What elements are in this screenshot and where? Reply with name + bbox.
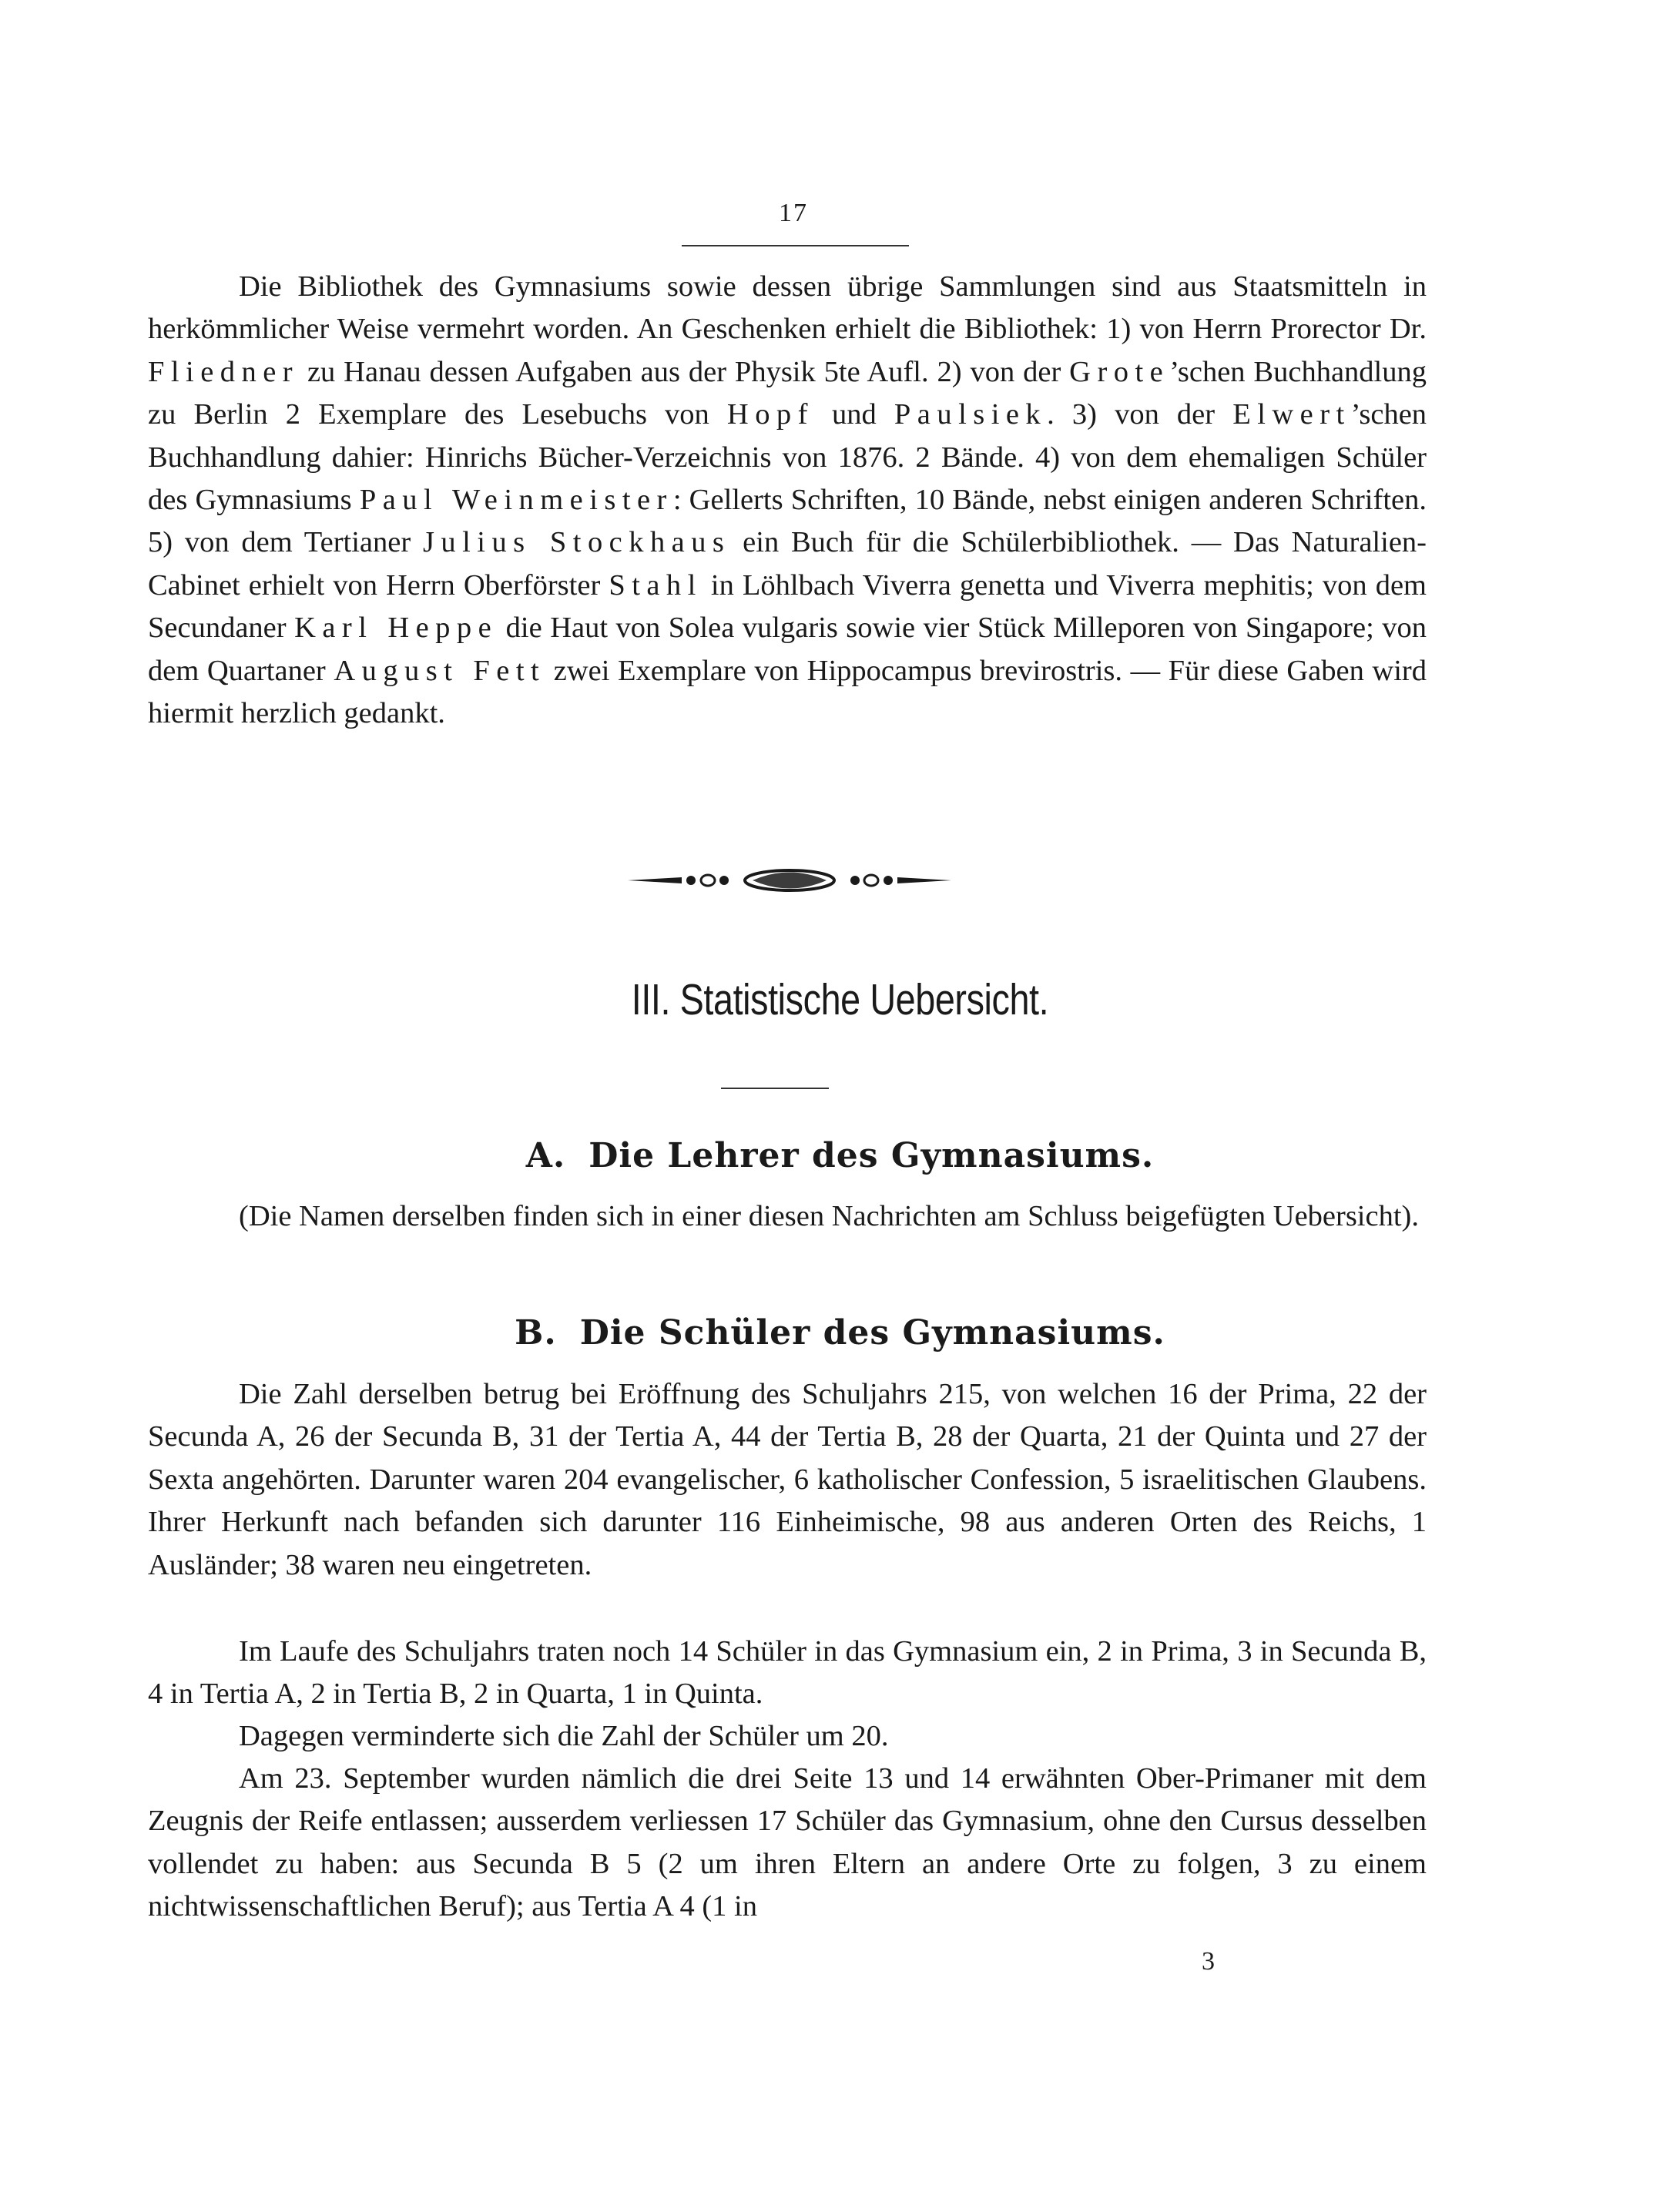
donor-stahl: Stahl bbox=[609, 568, 703, 602]
donor-weinmeister: Paul Weinmeister bbox=[359, 484, 673, 517]
author-hopf: Hopf bbox=[726, 398, 814, 431]
heading-rule bbox=[721, 1088, 829, 1089]
author-paulsiek: Paulsiek bbox=[894, 398, 1048, 431]
library-text-1: Die Bibliothek des Gymnasiums sowie dessen übrige Sammlungen sind aus Staatsmitteln in herkömmlicher Weise vermehrt worden. An Geschenken erhielt die Bibliothek: 1) von Herrn Prorector Dr. bbox=[148, 270, 1427, 346]
ornament-divider-icon bbox=[628, 861, 951, 900]
library-text-11: zwei Exemplare von Hippocampus brevirostris. — Für diese Gaben wird hiermit herzlich gedankt. bbox=[148, 654, 1427, 730]
donor-elwert: Elwert bbox=[1232, 398, 1351, 431]
library-text-2: zu Hanau dessen Aufgaben aus der Physik 5te Aufl. 2) von der bbox=[299, 355, 1070, 388]
page-number-rule bbox=[682, 245, 909, 246]
teachers-paragraph: (Die Namen derselben finden sich in einer diesen Nachrichten am Schluss beigefügten Uebersicht). bbox=[239, 1200, 1419, 1232]
donor-heppe: Karl Heppe bbox=[294, 612, 498, 645]
library-text-9: in Löhlbach Viverra genetta und Viverra mephitis; von dem Secundaner bbox=[148, 568, 1427, 645]
students-letter: B. bbox=[515, 1313, 557, 1353]
library-text-6: ’schen Buchhandlung dahier: Hinrichs Bücher-Verzeichnis von 1876. 2 Bände. 4) von dem ehemaligen Schüler des Gymnasiums bbox=[148, 398, 1427, 517]
library-paragraph bbox=[148, 266, 1427, 735]
donor-grote: Grote bbox=[1069, 355, 1170, 388]
students-paragraph-2: Im Laufe des Schuljahrs traten noch 14 Schüler in das Gymnasium ein, 2 in Prima, 3 in Secunda B, 4 in Tertia A, 2 in Tertia B, 2 in Quarta, 1 in Quinta. bbox=[148, 1635, 1427, 1711]
library-text-10: die Haut von Solea vulgaris sowie vier Stück Milleporen von Singapore; von dem Quartaner bbox=[148, 612, 1427, 687]
section-heading: III. Statistische Uebersicht. bbox=[631, 975, 1049, 1024]
library-text-4: und bbox=[813, 398, 894, 431]
students-title: Die Schüler des Gymnasiums. bbox=[579, 1313, 1165, 1353]
students-paragraph-1: Die Zahl derselben betrug bei Eröffnung des Schuljahrs 215, von welchen 16 der Prima, 22 der Secunda A, 26 der Secunda B, 31 der Tertia A, 44 der Tertia B, 28 der Quarta, 21 der Quinta und 27 der Sexta angehörten. Darunter waren 204 evangelischer, 6 katholischer Confession, 5 israelitischen Glaubens. Ihrer Herkunft nach befanden sich darunter 116 Einheimische, 98 aus anderen Orten des Reichs, 1 Ausländer; 38 waren neu eingetreten. bbox=[148, 1378, 1427, 1581]
page-number: 17 bbox=[779, 199, 808, 227]
library-text-7: : Gellerts Schriften, 10 Bände, nebst einigen anderen Schriften. 5) von dem Tertianer bbox=[148, 484, 1427, 559]
students-paragraph-4: Am 23. September wurden nämlich die drei Seite 13 und 14 erwähnten Ober-Primaner mit dem Zeugnis der Reife entlassen; ausserdem verliessen 17 Schüler das Gymnasium, ohne den Cursus desselben vollendet zu haben: aus Secunda B 5 (2 um ihren Eltern an andere Orte zu folgen, 3 zu einem nichtwissenschaftlichen Beruf); aus Tertia A 4 (1 in bbox=[148, 1762, 1427, 1923]
teachers-letter: A. bbox=[525, 1136, 566, 1175]
library-text-3: ’schen Buchhandlung zu Berlin 2 Exemplare des Lesebuchs von bbox=[148, 355, 1427, 431]
donor-stockhaus: Julius Stockhaus bbox=[422, 526, 731, 559]
students-paragraph-3: Dagegen verminderte sich die Zahl der Schüler um 20. bbox=[239, 1720, 889, 1752]
donor-fett: August Fett bbox=[334, 654, 546, 687]
signature-mark: 3 bbox=[1202, 1947, 1215, 1976]
library-text-5: . 3) von der bbox=[1047, 398, 1233, 431]
donor-fliedner: Fliedner bbox=[148, 355, 300, 388]
students-heading bbox=[0, 1313, 1680, 1353]
teachers-title: Die Lehrer des Gymnasiums. bbox=[589, 1136, 1155, 1175]
library-text-8: ein Buch für die Schülerbibliothek. — Das Naturalien-Cabinet erhielt von Herrn Oberförster bbox=[148, 526, 1427, 602]
teachers-heading bbox=[0, 1136, 1680, 1175]
